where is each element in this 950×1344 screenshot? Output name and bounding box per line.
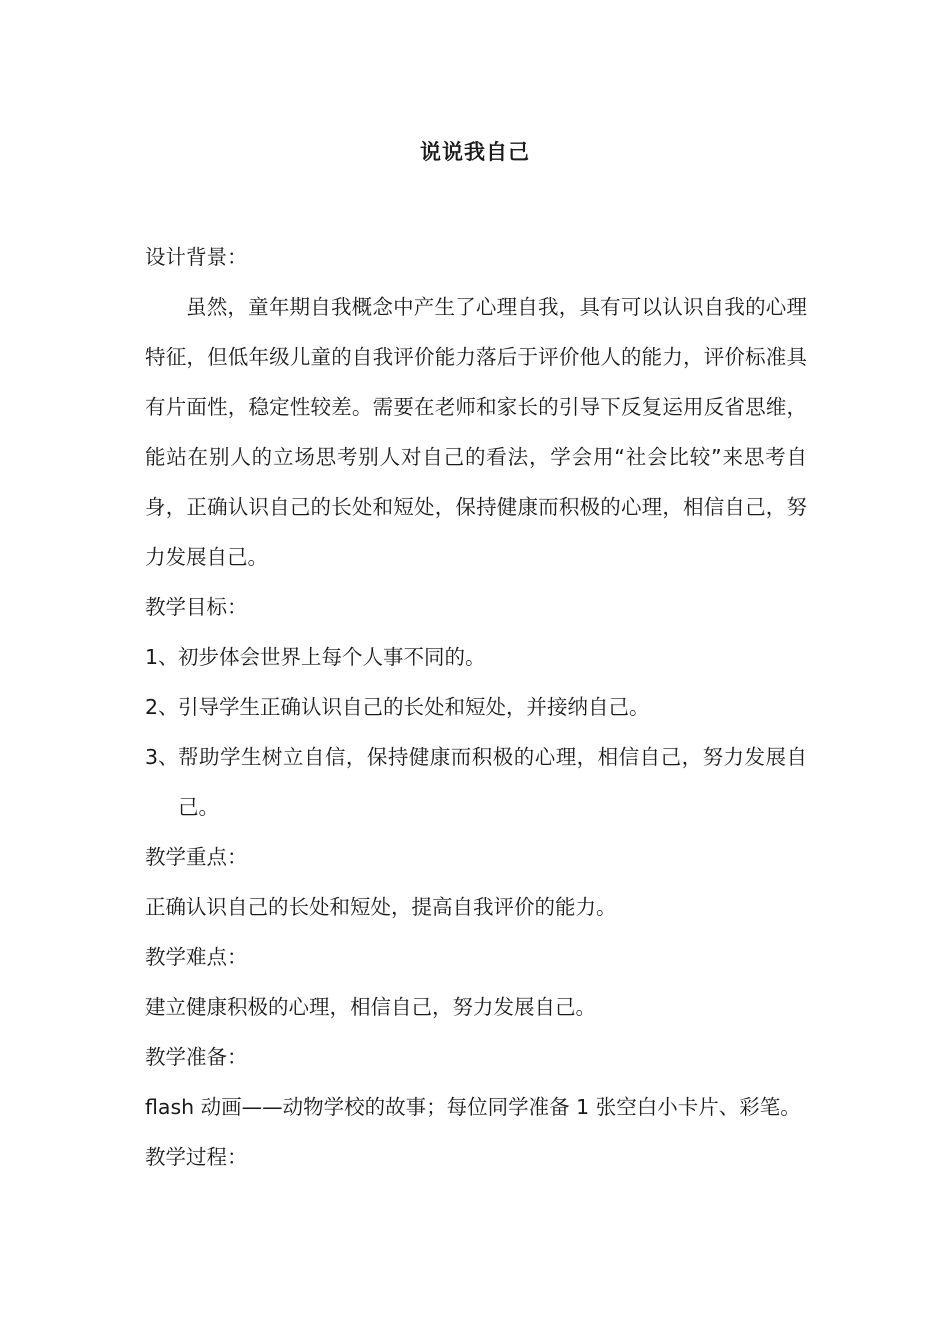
prep-heading: 教学准备： [145, 1045, 248, 1069]
document-body [145, 232, 807, 1182]
goal-item-3 [145, 732, 807, 832]
background-heading: 设计背景： [145, 245, 248, 269]
goal-item-1 [145, 632, 807, 682]
process-heading: 教学过程： [145, 1145, 248, 1169]
prep-text: flash 动画——动物学校的故事；每位同学准备 1 张空白小卡片、彩笔。 [145, 1095, 801, 1119]
goal-number: 1、 [145, 645, 179, 669]
goals-heading: 教学目标： [145, 595, 248, 619]
document-title: 说说我自己 [420, 140, 530, 164]
goal-item-2 [145, 682, 807, 732]
goal-text: 引导学生正确认识自己的长处和短处，并接纳自己。 [178, 695, 650, 719]
focus-heading: 教学重点： [145, 845, 248, 869]
goal-number: 3、 [145, 745, 179, 769]
difficulty-heading: 教学难点： [145, 945, 248, 969]
goal-text: 帮助学生树立自信，保持健康而积极的心理，相信自己，努力发展自己。 [178, 745, 807, 819]
background-paragraph: 虽然，童年期自我概念中产生了心理自我，具有可以认识自我的心理特征，但低年级儿童的自我评价能力落后于评价他人的能力，评价标准具有片面性，稳定性较差。需要在老师和家长的引导下反复运用反省思维，能站在别人的立场思考别人对自己的看法，学会用“社会比较”来思考自身，正确认识自己的长处和短处，保持健康而积极的心理，相信自己，努力发展自己。 [145, 295, 807, 569]
goal-text: 初步体会世界上每个人事不同的。 [178, 645, 486, 669]
difficulty-text: 建立健康积极的心理，相信自己，努力发展自己。 [145, 995, 596, 1019]
focus-text: 正确认识自己的长处和短处，提高自我评价的能力。 [145, 895, 617, 919]
goal-number: 2、 [145, 695, 179, 719]
